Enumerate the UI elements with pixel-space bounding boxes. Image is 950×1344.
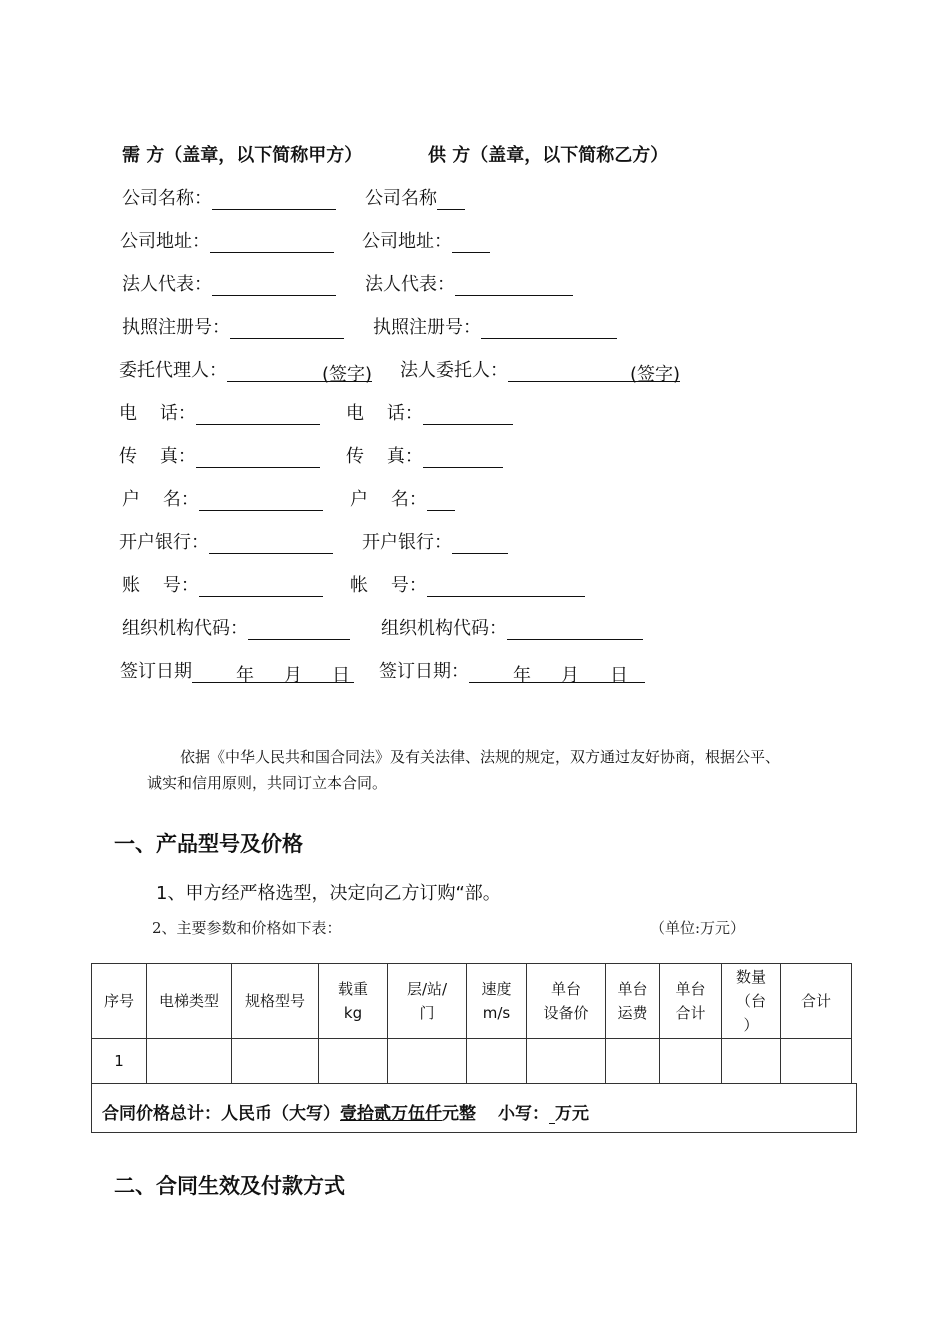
buyer-sign-date-row xyxy=(120,657,354,686)
buyer-address-field[interactable] xyxy=(210,231,334,253)
col-header-elevator-type: 电梯类型 xyxy=(147,964,232,1039)
buyer-company-name-field[interactable] xyxy=(212,188,336,210)
cell-spec-model[interactable] xyxy=(232,1039,319,1084)
col-header-spec-model: 规格型号 xyxy=(232,964,319,1039)
buyer-license-label: 执照注册号： xyxy=(122,317,230,338)
seller-phone-label: 电 话： xyxy=(346,403,423,424)
buyer-agent-label: 委托代理人： xyxy=(119,360,227,381)
cell-quantity[interactable] xyxy=(722,1039,781,1084)
total-amount-suffix: 元整 xyxy=(442,1104,476,1124)
buyer-account-name-row xyxy=(122,485,323,511)
seller-agent-label: 法人委托人： xyxy=(400,360,508,381)
seller-fax-label: 传 真： xyxy=(346,446,423,467)
seller-license-field[interactable] xyxy=(481,317,617,339)
seller-address-field[interactable] xyxy=(452,231,490,253)
buyer-fax-label: 传 真： xyxy=(119,446,196,467)
seller-bank-field[interactable] xyxy=(452,532,508,554)
buyer-phone-label: 电 话： xyxy=(119,403,196,424)
seller-account-no-field[interactable] xyxy=(427,575,585,597)
total-price-label: 合同价格总计：人民币（大写） xyxy=(102,1104,340,1124)
buyer-header: 需 方（盖章，以下简称甲方） xyxy=(122,145,363,166)
seller-sign-date-field[interactable] xyxy=(469,661,645,686)
seller-sign-year: 年 xyxy=(513,665,531,686)
seller-company-name-label: 公司名称 xyxy=(365,188,437,209)
seller-fax-field[interactable] xyxy=(423,446,503,468)
unit-note: （单位:万元） xyxy=(650,919,746,937)
total-small-label: 小写： xyxy=(498,1104,549,1124)
seller-account-name-field[interactable] xyxy=(427,489,455,511)
section-1-item-1: 1、甲方经严格选型，决定向乙方订购“部。 xyxy=(156,883,501,904)
col-header-floors: 层/站/ 门 xyxy=(388,964,467,1039)
buyer-account-name-label: 户 名： xyxy=(122,489,199,510)
buyer-phone-field[interactable] xyxy=(196,403,320,425)
seller-legal-rep-row xyxy=(365,270,573,296)
buyer-legal-rep-row xyxy=(122,270,336,296)
section-1-title: 一、产品型号及价格 xyxy=(114,832,303,856)
seller-org-code-label: 组织机构代码： xyxy=(381,618,507,639)
buyer-sign-date-field[interactable] xyxy=(192,661,354,686)
total-price-line xyxy=(102,1099,589,1124)
col-header-total: 合计 xyxy=(781,964,852,1039)
buyer-agent-row xyxy=(119,356,372,385)
seller-account-name-label: 户 名： xyxy=(350,489,427,510)
buyer-bank-field[interactable] xyxy=(209,532,333,554)
seller-phone-row xyxy=(346,399,513,425)
buyer-bank-label: 开户银行： xyxy=(119,532,209,553)
buyer-fax-field[interactable] xyxy=(196,446,320,468)
seller-bank-row xyxy=(362,528,508,554)
cell-elevator-type[interactable] xyxy=(147,1039,232,1084)
buyer-legal-rep-label: 法人代表： xyxy=(122,274,212,295)
seller-company-name-field[interactable] xyxy=(437,188,465,210)
price-table xyxy=(91,963,852,1084)
total-amount-upper: 壹拾贰万伍仟 xyxy=(340,1104,442,1124)
col-header-load: 载重 kg xyxy=(319,964,388,1039)
buyer-agent-field[interactable] xyxy=(227,360,372,385)
cell-no: 1 xyxy=(92,1039,147,1084)
table-header-row xyxy=(92,964,852,1039)
seller-sign-date-row xyxy=(379,657,645,686)
seller-account-no-row xyxy=(350,571,585,597)
cell-speed[interactable] xyxy=(467,1039,527,1084)
col-header-unit-total: 单台 合计 xyxy=(660,964,722,1039)
seller-license-label: 执照注册号： xyxy=(373,317,481,338)
total-price-box xyxy=(91,1083,857,1133)
buyer-company-name-row xyxy=(122,184,336,210)
seller-org-code-field[interactable] xyxy=(507,618,643,640)
seller-sign-date-label: 签订日期： xyxy=(379,661,469,682)
col-header-unit-price: 单台 设备价 xyxy=(527,964,606,1039)
seller-sign-month: 月 xyxy=(561,665,579,686)
cell-unit-price[interactable] xyxy=(527,1039,606,1084)
seller-fax-row xyxy=(346,442,503,468)
cell-unit-freight[interactable] xyxy=(606,1039,660,1084)
seller-header: 供 方（盖章，以下简称乙方） xyxy=(428,145,669,166)
buyer-license-row xyxy=(122,313,344,339)
col-header-quantity: 数量 （台 ） xyxy=(722,964,781,1039)
buyer-account-no-row xyxy=(122,571,323,597)
buyer-agent-sign-note: (签字) xyxy=(321,364,372,385)
seller-address-row xyxy=(362,227,490,253)
buyer-account-no-label: 账 号： xyxy=(122,575,199,596)
intro-line-2: 诚实和信用原则，共同订立本合同。 xyxy=(147,774,388,792)
buyer-org-code-label: 组织机构代码： xyxy=(122,618,248,639)
buyer-license-field[interactable] xyxy=(230,317,344,339)
section-1-item-2: 2、主要参数和价格如下表： xyxy=(152,919,342,937)
seller-agent-row xyxy=(400,356,680,385)
seller-address-label: 公司地址： xyxy=(362,231,452,252)
buyer-sign-month: 月 xyxy=(284,665,302,686)
seller-phone-field[interactable] xyxy=(423,403,513,425)
buyer-account-name-field[interactable] xyxy=(199,489,323,511)
buyer-sign-date-label: 签订日期 xyxy=(120,661,192,682)
intro-line-1: 依据《中华人民共和国合同法》及有关法律、法规的规定，双方通过友好协商，根据公平、 xyxy=(180,748,781,766)
buyer-fax-row xyxy=(119,442,320,468)
seller-company-name-row xyxy=(365,184,465,210)
buyer-address-label: 公司地址： xyxy=(120,231,210,252)
seller-account-no-label: 帐 号： xyxy=(350,575,427,596)
seller-legal-rep-label: 法人代表： xyxy=(365,274,455,295)
seller-license-row xyxy=(373,313,617,339)
buyer-phone-row xyxy=(119,399,320,425)
seller-agent-sign-note: (签字) xyxy=(629,364,680,385)
col-header-no: 序号 xyxy=(92,964,147,1039)
seller-org-code-row xyxy=(381,614,643,640)
buyer-account-no-field[interactable] xyxy=(199,575,323,597)
section-2-title: 二、合同生效及付款方式 xyxy=(114,1174,345,1198)
cell-load[interactable] xyxy=(319,1039,388,1084)
cell-floors[interactable] xyxy=(388,1039,467,1084)
table-row xyxy=(92,1039,852,1084)
total-small-unit: 万元 xyxy=(555,1104,589,1124)
buyer-org-code-row xyxy=(122,614,350,640)
cell-unit-total[interactable] xyxy=(660,1039,722,1084)
buyer-bank-row xyxy=(119,528,333,554)
buyer-legal-rep-field[interactable] xyxy=(212,274,336,296)
seller-legal-rep-field[interactable] xyxy=(455,274,573,296)
seller-bank-label: 开户银行： xyxy=(362,532,452,553)
buyer-org-code-field[interactable] xyxy=(248,618,350,640)
seller-account-name-row xyxy=(350,485,455,511)
buyer-address-row xyxy=(120,227,334,253)
seller-agent-field[interactable] xyxy=(508,360,680,385)
seller-sign-day: 日 xyxy=(610,665,628,686)
col-header-unit-freight: 单台 运费 xyxy=(606,964,660,1039)
buyer-sign-day: 日 xyxy=(332,665,350,686)
col-header-speed: 速度 m/s xyxy=(467,964,527,1039)
buyer-company-name-label: 公司名称： xyxy=(122,188,212,209)
cell-total[interactable] xyxy=(781,1039,852,1084)
buyer-sign-year: 年 xyxy=(236,665,254,686)
